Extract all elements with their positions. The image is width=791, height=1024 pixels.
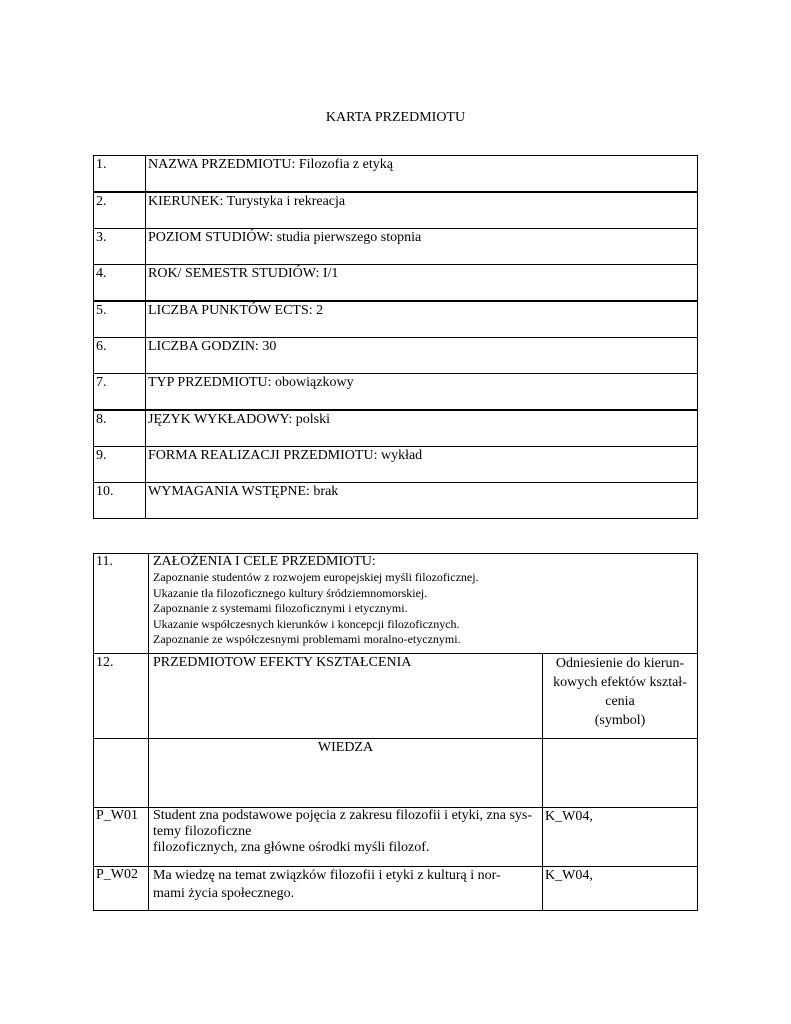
goals-row — [94, 554, 698, 654]
section-label-knowledge: WIEDZA — [149, 739, 543, 808]
goals-heading: ZAŁOŻENIA I CELE PRZEDMIOTU: — [153, 554, 376, 569]
row-number: 12. — [94, 654, 149, 739]
reference-header-line: cenia — [605, 694, 635, 709]
goal-line: Zapoznanie z systemami filozoficznymi i etycznymi. — [153, 601, 408, 615]
goal-line: Zapoznanie studentów z rozwojem europejskiej myśli filozoficznej. — [153, 570, 479, 584]
table-row — [94, 301, 698, 338]
row-text: NAZWA PRZEDMIOTU: Filozofia z etyką — [146, 156, 698, 193]
row-text: ROK/ SEMESTR STUDIÓW: I/1 — [146, 265, 698, 302]
course-basic-info-table — [93, 155, 698, 519]
row-number: 6. — [94, 338, 146, 374]
reference-header-line: kowych efektów kształ- — [553, 675, 687, 690]
course-goals-outcomes-table — [93, 553, 698, 911]
row-text: WYMAGANIA WSTĘPNE: brak — [146, 483, 698, 519]
row-number: 2. — [94, 192, 146, 229]
reference-header-line: (symbol) — [594, 713, 646, 728]
row-text: JĘZYK WYKŁADOWY: polski — [146, 410, 698, 447]
row-text: POZIOM STUDIÓW: studia pierwszego stopnia — [146, 229, 698, 265]
outcome-code: P_W02 — [94, 867, 149, 911]
row-number: 3. — [94, 229, 146, 265]
table-row — [94, 374, 698, 411]
goal-line: Ukazanie współczesnych kierunków i koncepcji filozoficznych. — [153, 616, 460, 631]
outcome-line: Ma wiedzę na temat związków filozofii i etyki z kulturą i nor- — [153, 868, 501, 883]
outcome-row — [94, 808, 698, 867]
table-row — [94, 410, 698, 447]
row-text: KIERUNEK: Turystyka i rekreacja — [146, 192, 698, 229]
row-number: 10. — [94, 483, 146, 519]
table-row — [94, 192, 698, 229]
outcome-reference: K_W04, — [543, 808, 698, 867]
row-text: TYP PRZEDMIOTU: obowiązkowy — [146, 374, 698, 411]
outcome-code: P_W01 — [94, 808, 149, 867]
row-number: 5. — [94, 301, 146, 338]
row-number: 9. — [94, 447, 146, 483]
knowledge-section-row — [94, 739, 698, 808]
table-row — [94, 229, 698, 265]
empty-cell — [94, 739, 149, 808]
table-row — [94, 483, 698, 519]
outcome-line: mami życia społecznego. — [153, 886, 295, 901]
outcome-line: filozoficznych, zna główne ośrodki myśli filozof. — [153, 840, 430, 855]
outcome-line: Student zna podstawowe pojęcia z zakresu filozofii i etyki, zna sys- — [153, 808, 533, 823]
row-number: 4. — [94, 265, 146, 302]
goal-line: Zapoznanie ze współczesnymi problemami moralno-etycznymi. — [153, 632, 461, 646]
table-row — [94, 338, 698, 374]
row-number: 7. — [94, 374, 146, 411]
goals-cell — [149, 554, 698, 654]
reference-header — [543, 654, 698, 739]
page-title: KARTA PRZEDMIOTU — [325, 110, 466, 125]
table-row — [94, 447, 698, 483]
row-text: LICZBA PUNKTÓW ECTS: 2 — [146, 301, 698, 338]
outcome-description — [149, 808, 543, 867]
row-number: 8. — [94, 410, 146, 447]
reference-header-line: Odniesienie do kierun- — [555, 656, 685, 671]
row-text: FORMA REALIZACJI PRZEDMIOTU: wykład — [146, 447, 698, 483]
outcomes-header: PRZEDMIOTOW EFEKTY KSZTAŁCENIA — [149, 654, 543, 739]
empty-cell — [543, 739, 698, 808]
outcome-reference: K_W04, — [543, 867, 698, 911]
goal-line: Ukazanie tła filozoficznego kultury śródziemnomorskiej. — [153, 585, 428, 600]
outcome-row — [94, 867, 698, 911]
row-text: LICZBA GODZIN: 30 — [146, 338, 698, 374]
outcome-line: temy filozoficzne — [153, 824, 252, 839]
outcome-description — [149, 867, 543, 911]
row-number: 1. — [94, 156, 146, 193]
table-row — [94, 156, 698, 193]
outcomes-header-row — [94, 654, 698, 739]
row-number: 11. — [94, 554, 149, 654]
table-row — [94, 265, 698, 302]
